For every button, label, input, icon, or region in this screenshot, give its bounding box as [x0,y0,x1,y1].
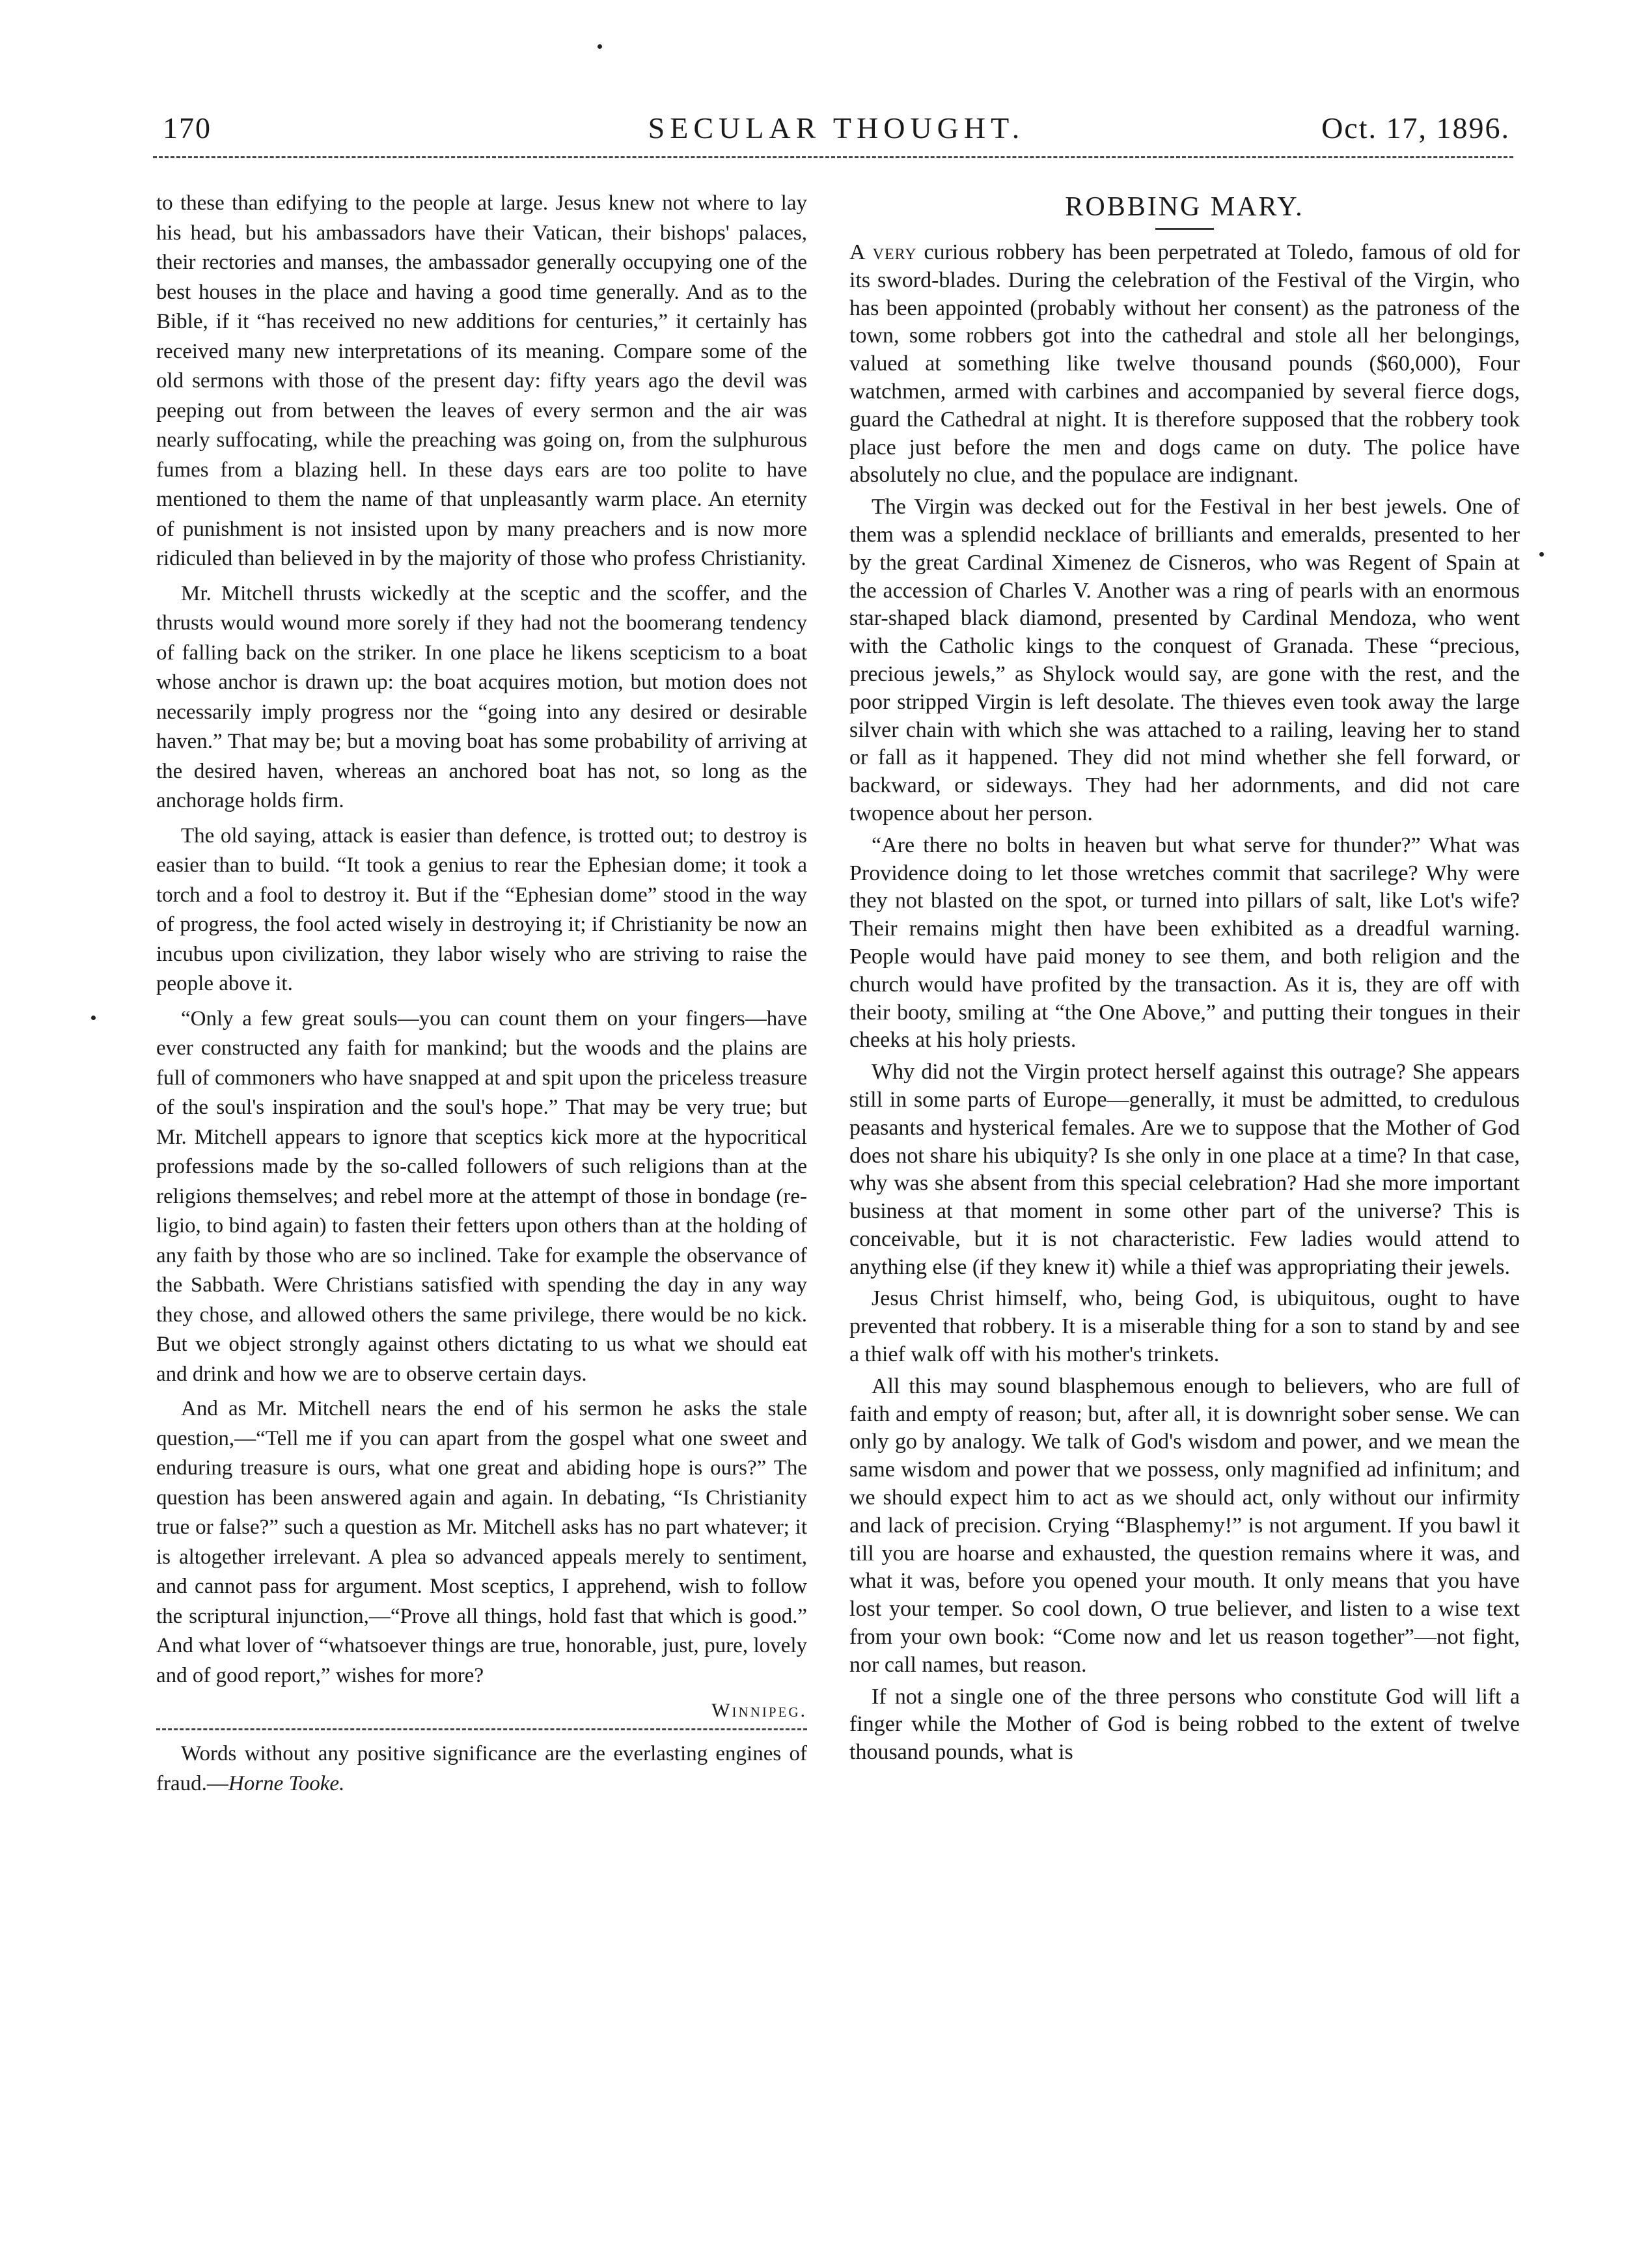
article-title: ROBBING MARY. [1065,192,1304,222]
paragraph: And as Mr. Mitchell nears the end of his sermon he asks the stale question,—“Tell me if you can apart from the gospel what one sweet and enduring treasure is ours, what one great and abiding hope is ours?” The question has been answered again and again. In debating, “Is Christianity true or false?” such a question as Mr. Mitchell asks has no part whatever; it is altogether irrelevant. A plea so advanced appeals merely to sentiment, and cannot pass for argument. Most sceptics, I apprehend, wish to follow the scriptural injunction,—“Prove all things, hold fast that which is good.” And what lover of “whatsoever things are true, honorable, just, pure, lovely and of good report,” wishes for more? [156,1397,807,1687]
print-speck [598,44,602,49]
paragraph: The Virgin was decked out for the Festival in her best jewels. One of them was a splendid necklace of brilliants and emeralds, presented to her by the great Cardinal Ximenez de Cisneros, who was Regent of Spain at the accession of Charles V. Another was a ring of pearls with an enormous star-shaped black diamond, presented by Cardinal Mendoza, who went with the Catholic kings to the conquest of Granada. These “precious, precious jewels,” as Shylock would say, are gone with the rest, and the poor stripped Virgin is left desolate. The thieves even took away the large silver chain with which she was attached to a railing, leaving her to stand or fall as it happened. They did not mind whether she fell forward, or backward, or sideways. They had her adornments, and did not care twopence about her person. [849,495,1520,825]
paragraph: Jesus Christ himself, who, being God, is ubiquitous, ought to have prevented that robbery. It is a miserable thing for a son to stand by and see a thief walk off with his mother's trinkets. [849,1286,1520,1367]
paragraph: If not a single one of the three persons who constitute God will lift a finger while the Mother of God is being robbed to the extent of twelve thousand pounds, what is [849,1684,1520,1765]
header-rule [153,156,1513,158]
paragraph: “Only a few great souls—you can count them on your fingers—have ever constructed any faith for mankind; but the woods and the plains are full of commoners who have snapped at and spit upon the priceless treasure of the soul's inspiration and the soul's hope.” That may be very true; but Mr. Mitchell appears to ignore that sceptics kick more at the hypocritical professions made by the so-called followers of such religions than at the religions themselves; and rebel more at the attempt of those in bondage (re-ligio, to bind again) to fasten their fetters upon others than at the holding of any faith by those who are so inclined. Take for example the observance of the Sabbath. Were Christians satisfied with spending the day in any way they chose, and allowed others the same privilege, there would be no kick. But we object strongly against others dictating to us what we should eat and drink and how we are to observe certain days. [156,1006,807,1386]
paragraph [849,239,1520,490]
publication-title: SECULAR THOUGHT. [648,111,1025,145]
title-rule [1155,228,1214,230]
filler-quote [156,1739,807,1799]
page-number: 170 [163,111,212,145]
paragraph: Why did not the Virgin protect herself against this outrage? She appears still in some parts of Europe—generally, it must be admitted, to credulous peasants and hysterical females. Are we to suppose that the Mother of God does not share his ubiquity? Is she only in one place at a time? In that case, why was she absent from this special celebration? Had she more important business at that moment in some other part of the universe? This is conceivable, but it is not characteristic. Few ladies would attend to anything else (if they knew it) while a thief was appropriating their jewels. [849,1060,1520,1279]
right-column [849,189,1520,1771]
article-signature: Winnipeg. [711,1700,807,1721]
paragraph-text: curious robbery has been perpetrated at Toledo, famous of old for its sword-blades. During the celebration of the Festival of the Virgin, who has been appointed (probably without her consent) as the patroness of the town, some robbers got into the cathedral and stole all her belongings, valued at something like twelve thousand pounds ($60,000), Four watchmen, armed with carbines and accompanied by several fierce dogs, guard the Cathedral at night. It is therefore supposed that the robbery took place just before the men and dogs came on duty. The police have absolutely no clue, and the populace are indignant. [849,240,1520,488]
print-speck [1539,552,1544,557]
paragraph: “Are there no bolts in heaven but what serve for thunder?” What was Providence doing to let those wretches commit that sacrilege? Why were they not blasted on the spot, or turned into pillars of salt, like Lot's wife? Their remains might then have been exhibited as a dreadful warning. People would have paid money to see them, and both religion and the church would have profited by the transaction. As it is, they are off with their booty, smiling at “the One Above,” and putting their tongues in their cheeks at his holy priests. [849,833,1520,1053]
quote-author: Horne Tooke. [228,1771,345,1795]
quote-text: Words without any positive significance are the everlasting engines of fraud.— [156,1742,807,1795]
paragraph: Mr. Mitchell thrusts wickedly at the sceptic and the scoffer, and the thrusts would wound more sorely if they had not the boomerang tendency of falling back on the striker. In one place he likens scepticism to a boat whose anchor is drawn up: the boat acquires motion, but motion does not necessarily imply progress nor the “going into any desired or desirable haven.” That may be; but a moving boat has some probability of arriving at the desired haven, whereas an anchored boat has not, so long as the anchorage holds firm. [156,581,807,812]
lead-word: A very [849,240,917,264]
paragraph: The old saying, attack is easier than defence, is trotted out; to destroy is easier than to build. “It took a genius to rear the Ephesian dome; it took a torch and a fool to destroy it. But if the “Ephesian dome” stood in the way of progress, the fool acted wisely in destroying it; if Christianity be now an incubus upon civilization, they labor wisely who are striving to raise the people above it. [156,823,807,995]
running-head [163,111,1510,150]
section-rule [156,1728,807,1730]
issue-date: Oct. 17, 1896. [1321,111,1510,145]
paragraph: to these than edifying to the people at large. Jesus knew not where to lay his head, but his ambassadors have their Vatican, their bishops' palaces, their rectories and manses, the ambassador generally occupying one of the best houses in the place and having a good time generally. And as to the Bible, if it “has received no new additions for centuries,” it certainly has received many new interpretations of its meaning. Compare some of the old sermons with those of the present day: fifty years ago the devil was peeping out from between the leaves of every sermon and the air was nearly suffocating, while the preaching was going on, from the sulphurous fumes from a blazing hell. In these days ears are too polite to have mentioned to them the name of that unpleasantly warm place. An eternity of punishment is not insisted upon by many preachers and is now more ridiculed than believed in by the majority of those who profess Christianity. [156,191,807,570]
paragraph: All this may sound blasphemous enough to believers, who are full of faith and empty of reason; but, after all, it is downright sober sense. We can only go by analogy. We talk of God's wisdom and power, and we mean the same wisdom and power that we possess, only magnified ad infinitum; and we should expect him to act as we should act, only without our infirmity and lack of precision. Crying “Blasphemy!” is not argument. If you bawl it till you are hoarse and exhausted, the question remains where it was, and what it was, before you opened your mouth. It only means that you have lost your temper. So cool down, O true believer, and listen to a wise text from your own book: “Come now and let us reason together”—not fight, nor call names, but reason. [849,1374,1520,1677]
left-column [156,189,807,1804]
print-speck [91,1016,96,1020]
